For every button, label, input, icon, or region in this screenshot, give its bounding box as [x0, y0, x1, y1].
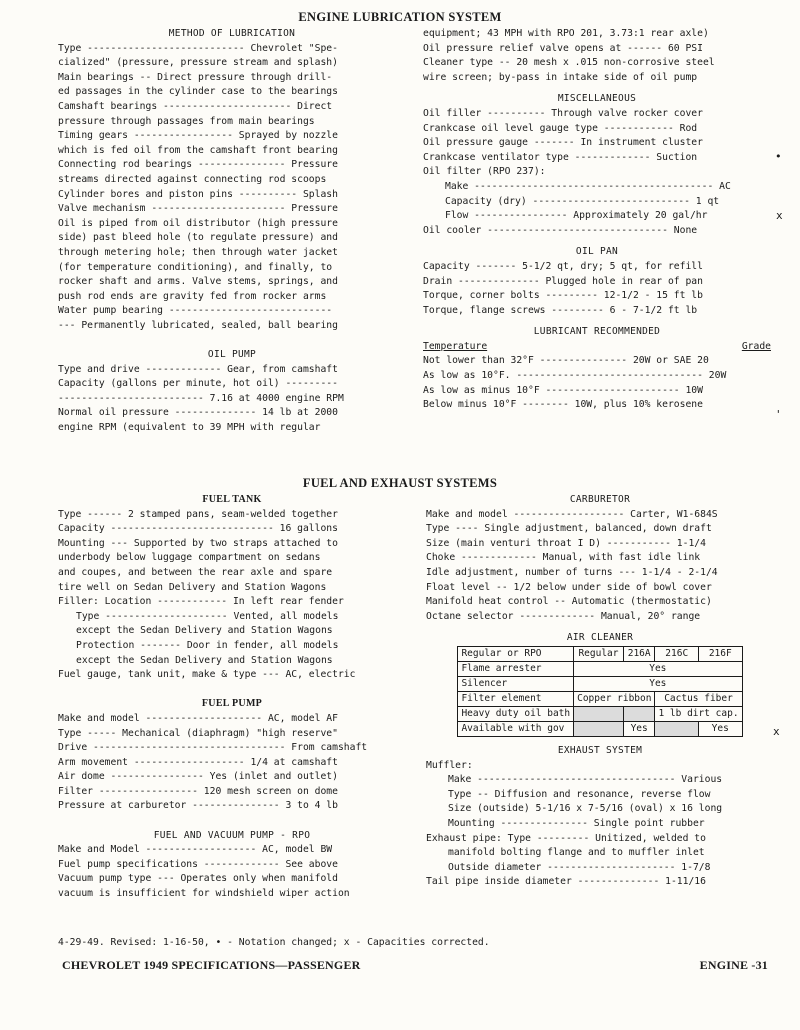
method-line: rocker shaft and arms. Valve stems, springs, and	[58, 276, 338, 288]
table-cell-shaded	[623, 706, 655, 721]
fuel-tank-line: Filler: Location ------------ In left rear fender	[58, 596, 344, 608]
fuel-tank-line: underbody below luggage compartment on sedans	[58, 552, 321, 564]
capacity-corrected-mark: x	[776, 209, 783, 222]
carburetor-heading: CARBURETOR	[569, 494, 631, 505]
method-line: Main bearings -- Direct pressure through drill-	[58, 71, 333, 83]
exhaust-pipe-line: Outside diameter ---------------------- 1-7/8	[448, 861, 711, 873]
muffler-line: Make ---------------------------------- Various	[448, 774, 723, 786]
carburetor-line: Float level -- 1/2 below under side of bowl cover	[426, 581, 712, 593]
method-lines	[58, 42, 406, 334]
misc-line: Crankcase oil level gauge type ------------ Rod	[423, 122, 698, 134]
method-heading: METHOD OF LUBRICATION	[168, 28, 296, 39]
table-row	[458, 706, 742, 721]
carburetor-line: Choke ------------- Manual, with fast idle link	[426, 552, 701, 564]
fuel-tank-heading: FUEL TANK	[202, 494, 262, 505]
table-cell: 1 lb dirt cap.	[655, 706, 742, 721]
lubrication-title: ENGINE LUBRICATION SYSTEM	[298, 10, 502, 24]
lubricant-heading: LUBRICANT RECOMMENDED	[533, 326, 661, 338]
filler-line: except the Sedan Delivery and Station Wagons	[76, 654, 333, 666]
table-cell: Cactus fiber	[655, 691, 742, 706]
fuel-right-column	[426, 493, 774, 890]
table-cell: 216F	[698, 646, 742, 661]
grade-label: Grade	[741, 340, 771, 352]
fuel-tank-line: Mounting --- Supported by two straps attached to	[58, 537, 338, 549]
fuel-pump-heading: FUEL PUMP	[201, 698, 263, 710]
fuel-exhaust-title: FUEL AND EXHAUST SYSTEMS	[302, 476, 498, 490]
oil-filter-line: Make ----------------------------------------- AC	[445, 180, 731, 192]
carburetor-line: Octane selector ------------- Manual, 20° range	[426, 610, 701, 622]
fuel-pump-line: Type ----- Mechanical (diaphragm) "high reserve"	[58, 727, 338, 739]
oil-pump-line: Capacity (gallons per minute, hot oil) ---------	[58, 378, 338, 390]
method-line: --- Permanently lubricated, sealed, ball bearing	[58, 319, 338, 331]
air-cleaner-table	[457, 646, 742, 737]
oil-pan-heading: OIL PAN	[575, 246, 619, 258]
oil-pump-heading: OIL PUMP	[207, 349, 257, 361]
oil-pan-line: Drain -------------- Plugged hole in rear of pan	[423, 275, 703, 287]
misc-line: Oil pressure gauge ------- In instrument cluster	[423, 137, 703, 149]
table-cell: Available with gov	[458, 721, 574, 736]
oil-pan-line: Capacity ------- 5-1/2 qt, dry; 5 qt, for refill	[423, 260, 703, 272]
method-line: side) past bleed hole (to regulate pressure) and	[58, 232, 338, 244]
muffler-line: Size (outside) 5-1/16 x 7-5/16 (oval) x 16 long	[448, 803, 723, 815]
lubricant-line: As low as minus 10°F ----------------------- 10W	[423, 384, 703, 396]
misc-line: Oil filter (RPO 237):	[423, 166, 546, 178]
lubricant-line: Not lower than 32°F --------------- 20W or SAE 20	[423, 355, 709, 367]
fuel-tank-line: Capacity ---------------------------- 16 gallons	[58, 523, 338, 535]
carburetor-line: Type ---- Single adjustment, balanced, down draft	[426, 523, 712, 535]
method-line: Cylinder bores and piston pins ---------- Splash	[58, 188, 338, 200]
table-row	[458, 721, 742, 736]
method-line: Camshaft bearings ---------------------- Direct	[58, 100, 333, 112]
filler-line: except the Sedan Delivery and Station Wagons	[76, 625, 333, 637]
oil-filter-line: Flow ---------------- Approximately 20 gal/hr	[445, 210, 708, 222]
table-row	[458, 646, 742, 661]
vacuum-pump-line: Make and Model ------------------- AC, model BW	[58, 844, 333, 856]
table-cell: Silencer	[458, 676, 574, 691]
carburetor-line: Manifold heat control -- Automatic (thermostatic)	[426, 596, 712, 608]
fuel-tank-line: Type ------ 2 stamped pans, seam-welded together	[58, 508, 338, 520]
lube-left-column	[58, 27, 406, 436]
table-cell: Yes	[574, 661, 742, 676]
table-cell: Regular or RPO	[458, 646, 574, 661]
fuel-pump-line: Drive --------------------------------- From camshaft	[58, 742, 368, 754]
table-cell: Yes	[698, 721, 742, 736]
vacuum-pump-line: Vacuum pump type --- Operates only when manifold	[58, 873, 338, 885]
misc-line: Crankcase ventilator type ------------- Suction	[423, 151, 698, 163]
table-cell: Filter element	[458, 691, 574, 706]
margin-quote-mark: '	[775, 408, 782, 421]
method-line: Timing gears ----------------- Sprayed by nozzle	[58, 130, 338, 142]
oil-pump-line: Normal oil pressure -------------- 14 lb at 2000	[58, 407, 338, 419]
cleaner-type-line: wire screen; by-pass in intake side of oil pump	[423, 71, 698, 83]
fuel-pump-line: Air dome ---------------- Yes (inlet and outlet)	[58, 771, 338, 783]
method-line: Water pump bearing ----------------------------	[58, 305, 333, 317]
notation-changed-mark: •	[775, 150, 782, 163]
fuel-tank-line: tire well on Sedan Delivery and Station Wagons	[58, 581, 327, 593]
table-row	[458, 676, 742, 691]
oil-pump-line: ------------------------- 7.16 at 4000 engine RPM	[58, 392, 344, 404]
fuel-pump-line: Filter ----------------- 120 mesh screen on dome	[58, 785, 338, 797]
oil-pan-line: Torque, corner bolts --------- 12-1/2 - 15 ft lb	[423, 290, 703, 302]
fuel-pump-line: Pressure at carburetor --------------- 3 to 4 lb	[58, 800, 338, 812]
footer-title: CHEVROLET 1949 SPECIFICATIONS—PASSENGER	[62, 958, 361, 972]
method-line: Valve mechanism ----------------------- Pressure	[58, 203, 338, 215]
fuel-gauge-line: Fuel gauge, tank unit, make & type --- AC, electric	[58, 669, 356, 681]
method-line: push rod ends are gravity fed from rocker arms	[58, 290, 327, 302]
method-line: streams directed against connecting rod scoops	[58, 173, 327, 185]
lube-right-column	[423, 27, 771, 413]
method-line: through metering hole; then through water jacket	[58, 246, 338, 258]
method-line: Oil is piped from oil distributor (high pressure	[58, 217, 338, 229]
misc-heading: MISCELLANEOUS	[557, 93, 637, 105]
lubricant-line: Below minus 10°F -------- 10W, plus 10% kerosene	[423, 399, 703, 411]
muffler-label: Muffler:	[426, 759, 473, 771]
table-row	[458, 691, 742, 706]
relief-valve-line: Oil pressure relief valve opens at ------ 60 PSI	[423, 42, 703, 54]
method-line: pressure through passages from main bearings	[58, 115, 315, 127]
lubricant-line: As low as 10°F. -------------------------------- 20W	[423, 370, 727, 382]
revision-note: 4-29-49. Revised: 1-16-50, • - Notation changed; x - Capacities corrected.	[58, 937, 490, 948]
fuel-tank-line: and coupes, and between the rear axle and spare	[58, 566, 333, 578]
table-cell: Regular	[574, 646, 624, 661]
vacuum-pump-heading: FUEL AND VACUUM PUMP - RPO	[153, 829, 311, 841]
carburetor-line: Idle adjustment, number of turns --- 1-1/4 - 2-1/4	[426, 566, 718, 578]
table-cell: Copper ribbon	[574, 691, 655, 706]
method-line: Type --------------------------- Chevrolet "Spe-	[58, 42, 338, 54]
muffler-line: Mounting --------------- Single point rubber	[448, 817, 705, 829]
filler-line: Type --------------------- Vented, all models	[76, 610, 339, 622]
oil-pump-continued-line: equipment; 43 MPH with RPO 201, 3.73:1 rear axle)	[423, 28, 709, 39]
carburetor-line: Size (main venturi throat I D) ----------- 1-1/4	[426, 537, 706, 549]
table-cell-shaded	[574, 721, 624, 736]
table-cell-shaded	[574, 706, 624, 721]
temperature-label: Temperature	[423, 340, 488, 352]
table-cell-shaded	[655, 721, 699, 736]
oil-pump-line: Type and drive ------------- Gear, from camshaft	[58, 363, 338, 375]
fuel-pump-line: Arm movement ------------------- 1/4 at camshaft	[58, 756, 338, 768]
filler-line: Protection ------- Door in fender, all models	[76, 639, 339, 651]
air-cleaner-heading: AIR CLEANER	[566, 632, 634, 644]
page-number: ENGINE -31	[699, 958, 768, 972]
lubricant-column-headers	[423, 340, 771, 355]
muffler-line: Type -- Diffusion and resonance, reverse flow	[448, 788, 711, 800]
method-line: which is fed oil from the camshaft front bearing	[58, 144, 338, 156]
table-row	[458, 661, 742, 676]
oil-pump-line: engine RPM (equivalent to 39 MPH with regular	[58, 422, 321, 434]
tail-pipe-line: Tail pipe inside diameter -------------- 1-11/16	[426, 876, 706, 888]
vacuum-pump-line: Fuel pump specifications ------------- See above	[58, 858, 338, 870]
oil-cooler-line: Oil cooler ------------------------------- None	[423, 224, 698, 236]
cleaner-type-line: Cleaner type -- 20 mesh x .015 non-corrosive steel	[423, 57, 715, 69]
method-line: ed passages in the cylinder case to the bearings	[58, 86, 338, 98]
vacuum-pump-line: vacuum is insufficient for windshield wiper action	[58, 888, 350, 900]
table-cell: Yes	[623, 721, 655, 736]
table-cell: Flame arrester	[458, 661, 574, 676]
method-line: Connecting rod bearings --------------- Pressure	[58, 159, 338, 171]
oil-filter-line: Capacity (dry) --------------------------- 1 qt	[445, 195, 720, 207]
capacity-corrected-mark: x	[773, 725, 780, 738]
method-line: (for temperature conditioning), and finally, to	[58, 261, 333, 273]
table-cell: Heavy duty oil bath	[458, 706, 574, 721]
exhaust-pipe-line: manifold bolting flange and to muffler inlet	[448, 847, 705, 859]
exhaust-heading: EXHAUST SYSTEM	[557, 744, 643, 756]
table-cell: 216C	[655, 646, 699, 661]
misc-line: Oil filler ---------- Through valve rocker cover	[423, 107, 703, 119]
method-line: cialized" (pressure, pressure stream and splash)	[58, 57, 338, 69]
table-cell: 216A	[623, 646, 655, 661]
table-cell: Yes	[574, 676, 742, 691]
fuel-pump-line: Make and model -------------------- AC, model AF	[58, 712, 338, 724]
exhaust-pipe-line: Exhaust pipe: Type --------- Unitized, welded to	[426, 832, 706, 844]
carburetor-line: Make and model ------------------- Carter, W1-684S	[426, 508, 718, 520]
oil-pan-line: Torque, flange screws --------- 6 - 7-1/2 ft lb	[423, 304, 698, 316]
fuel-left-column	[58, 493, 406, 902]
